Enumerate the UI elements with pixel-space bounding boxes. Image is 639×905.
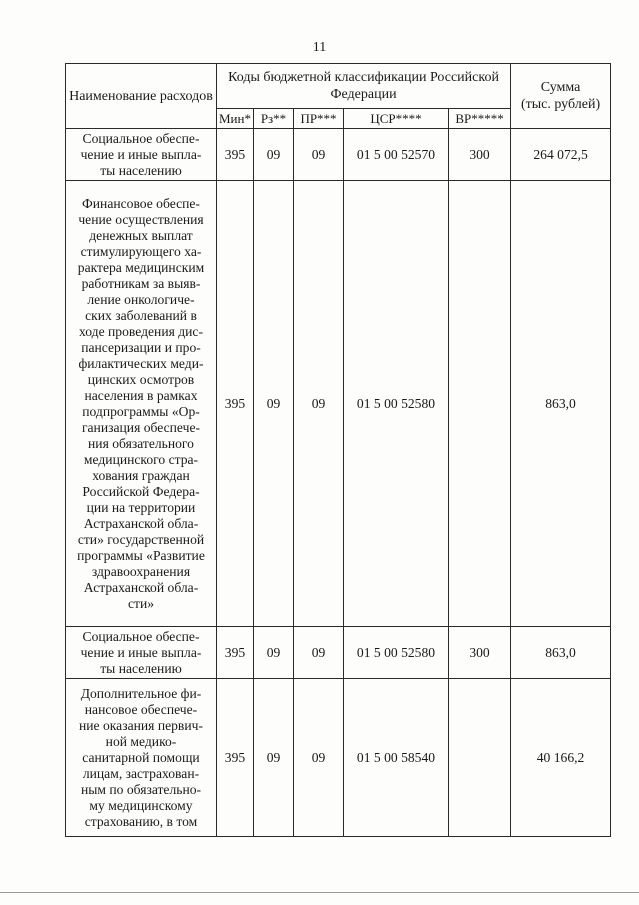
row-name-line: Российской Федера- [82,483,200,499]
row-pr: 09 [294,679,344,837]
row-name-line: ских заболеваний в [85,307,197,323]
row-name-line: страхованию, в том [84,813,198,829]
row-sum: 863,0 [511,181,611,627]
row-rz: 09 [254,679,294,837]
row-pr: 09 [294,627,344,679]
row-name-line: Астраханской обла- [83,515,199,531]
row-name-line: Социальное обеспе- [82,130,200,146]
row-name-line: чение осуществления [78,211,204,227]
header-min: Мин* [217,109,254,129]
header-sum-cell [511,64,611,129]
row-name-line: филактических меди- [78,355,204,371]
row-name-line: сти» [127,595,155,611]
row-name-line: работникам за выяв- [81,275,201,291]
row-sum: 40 166,2 [511,679,611,837]
row-name-line: стимулирующего ха- [80,243,202,259]
header-sum-unit: (тыс. рублей) [520,97,601,112]
row-name-line: подпрограммы «Ор- [82,403,200,419]
row-name-line: ходе проведения дис- [79,323,203,339]
row-sum: 863,0 [511,627,611,679]
header-pr: ПР*** [294,109,344,129]
row-name-line: чение и иные выпла- [80,644,202,660]
row-name-line: ты населению [100,162,182,178]
row-vr [449,181,511,627]
row-pr: 09 [294,181,344,627]
row-name-line: ной медико- [105,733,177,749]
budget-table [65,63,611,837]
row-vr: 300 [449,627,511,679]
row-name-line: ты населению [100,660,182,676]
row-name [66,679,217,837]
row-name-line: Финансовое обеспе- [82,195,200,211]
header-sum-title: Сумма [540,80,581,95]
row-name-line: санитарной помощи [82,749,200,765]
row-name-line: пансеризации и про- [81,339,201,355]
row-name-line: Социальное обеспе- [82,628,200,644]
row-name-line: сти» государственной [77,531,205,547]
row-name [66,181,217,627]
row-name-line: лицам, застрахован- [82,765,200,781]
table-row [66,129,611,181]
row-name-line: населения в рамках [84,387,198,403]
row-pr: 09 [294,129,344,181]
row-name-line: Дополнительное фи- [80,685,202,701]
header-name-cell: Наименование расходов [66,64,217,129]
row-vr [449,679,511,837]
table-row [66,627,611,679]
row-name [66,627,217,679]
row-name-line: медицинского стра- [83,451,199,467]
header-codes-group: Коды бюджетной классификации Российской Федерации [217,64,511,109]
row-name-line: нансовое обеспече- [84,701,198,717]
row-name-line: ния обязательного [88,435,194,451]
page-number: 11 [312,40,327,55]
page-bottom-rule [0,892,639,893]
row-csr: 01 5 00 58540 [344,679,449,837]
row-name-line: программы «Развитие [77,547,205,563]
row-name-line: му медицинскому [89,797,193,813]
row-min: 395 [217,181,254,627]
row-name-line: хования граждан [92,467,190,483]
row-rz: 09 [254,181,294,627]
row-name-line: ние оказания первич- [79,717,203,733]
table-row [66,679,611,837]
row-name-line: ции на территории [86,499,196,515]
row-name-line: ление онкологиче- [87,291,195,307]
table-row [66,181,611,627]
row-name-line: ганизация обеспече- [81,419,201,435]
row-csr: 01 5 00 52570 [344,129,449,181]
row-name-line: Астраханской обла- [83,579,199,595]
row-name [66,129,217,181]
row-name-line: рактера медицинским [77,259,205,275]
row-csr: 01 5 00 52580 [344,627,449,679]
row-sum: 264 072,5 [511,129,611,181]
row-name-line: денежных выплат [89,227,193,243]
row-name-line: ным по обязательно- [80,781,202,797]
row-min: 395 [217,679,254,837]
row-name-line: цинских осмотров [87,371,195,387]
row-name-line: здравоохранения [91,563,191,579]
header-rz: Рз** [254,109,294,129]
header-csr: ЦСР**** [344,109,449,129]
row-csr: 01 5 00 52580 [344,181,449,627]
row-rz: 09 [254,129,294,181]
row-min: 395 [217,129,254,181]
row-vr: 300 [449,129,511,181]
header-vr: ВР***** [449,109,511,129]
row-name-line: чение и иные выпла- [80,146,202,162]
row-rz: 09 [254,627,294,679]
row-min: 395 [217,627,254,679]
